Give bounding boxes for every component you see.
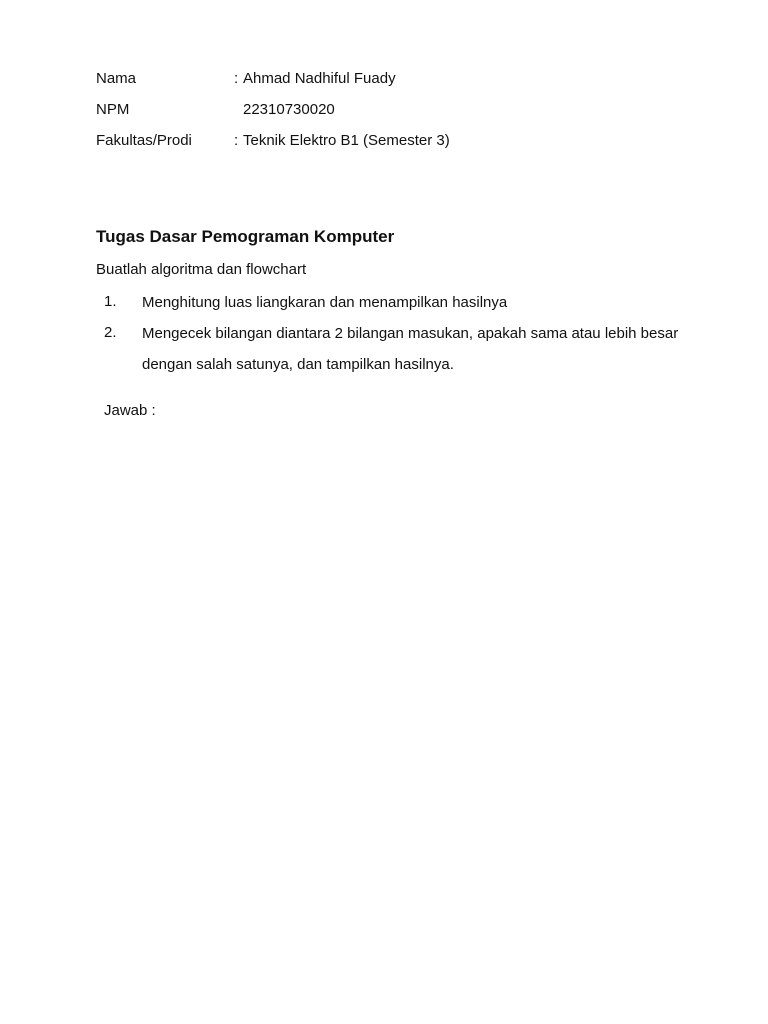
name-separator: : (234, 70, 239, 87)
identity-faculty-row (96, 131, 450, 151)
identity-name-row (96, 69, 396, 89)
npm-label: NPM (96, 101, 130, 118)
identity-npm-row (96, 100, 335, 120)
task-number: 1. (104, 293, 117, 310)
npm-value: 22310730020 (243, 101, 335, 118)
assignment-title: Tugas Dasar Pemograman Komputer (96, 227, 395, 246)
answer-label: Jawab : (104, 402, 156, 419)
faculty-separator: : (234, 132, 239, 149)
assignment-intro: Buatlah algoritma dan flowchart (96, 261, 307, 278)
name-value: Ahmad Nadhiful Fuady (243, 70, 396, 87)
faculty-value: Teknik Elektro B1 (Semester 3) (243, 132, 450, 149)
name-label: Nama (96, 70, 137, 87)
task-text: Menghitung luas liangkaran dan menampilkan hasilnya (142, 294, 508, 311)
faculty-label: Fakultas/Prodi (96, 132, 192, 149)
task-text: Mengecek bilangan diantara 2 bilangan masukan, apakah sama atau lebih besar dengan salah satunya, dan tampilkan hasilnya. (142, 325, 679, 373)
task-number: 2. (104, 324, 117, 341)
